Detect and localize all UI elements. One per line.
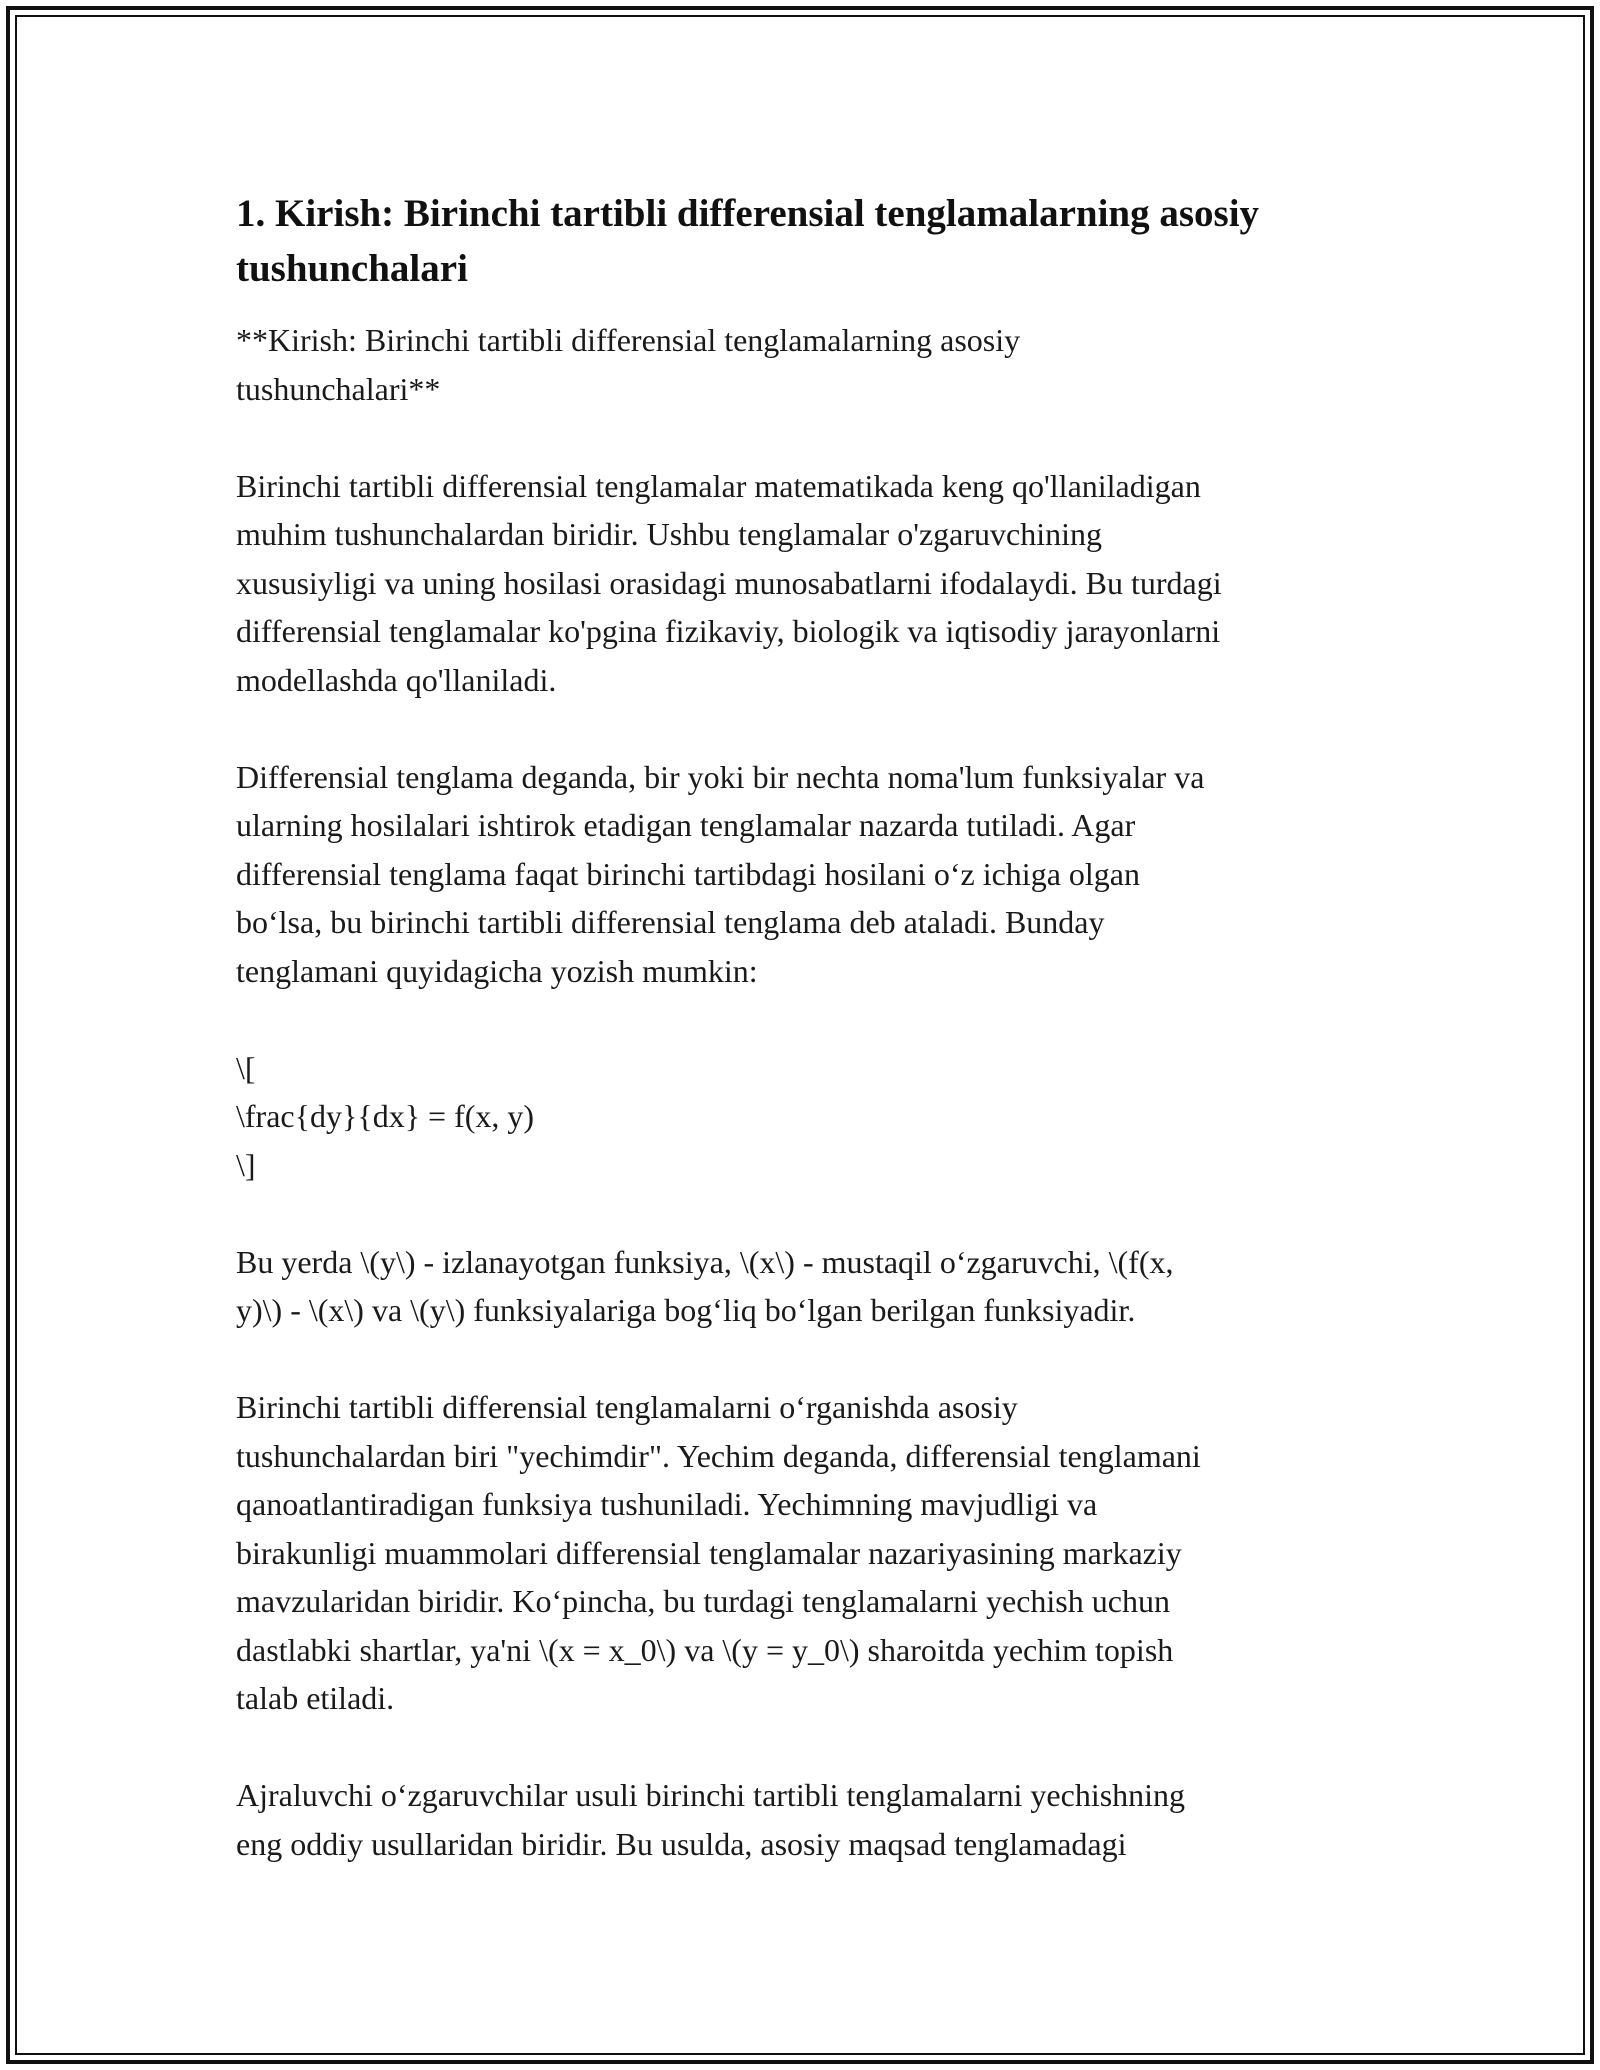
document-page <box>236 186 1376 1868</box>
intro-bold-title-paragraph: **Kirish: Birinchi tartibli differensial tenglamalarning asosiy tushunchalari** <box>236 322 1021 407</box>
separable-variables-paragraph: Ajraluvchi o‘zgaruvchilar usuli birinchi tartibli tenglamalarni yechishning eng oddiy usullaridan biridir. Bu usulda, asosiy maqsad tenglamadagi <box>236 1777 1186 1862</box>
definition-paragraph: Differensial tenglama deganda, bir yoki bir nechta noma'lum funksiyalar va ularning hosilalari ishtirok etadigan tenglamalar nazarda tutiladi. Agar differensial tenglama faqat birinchi tartibdagi hosilani o‘z ichiga olgan bo‘lsa, bu birinchi tartibli differensial tenglama deb ataladi. Bunday tenglamani quyidagicha yozish mumkin: <box>236 758 1205 989</box>
variables-explanation-paragraph: Bu yerda \(y\) - izlanayotgan funksiya, \(x\) - mustaqil o‘zgaruvchi, \(f(x, y)\) - \(x\) va \(y\) funksiyalariga bog‘liq bo‘lgan berilgan funksiyadir. <box>236 1243 1174 1328</box>
overview-paragraph: Birinchi tartibli differensial tenglamalar matematikada keng qo'llaniladigan muhim tushunchalardan biridir. Ushbu tenglamalar o'zgaruvchining xususiyligi va uning hosilasi orasidagi munosabatlarni ifodalaydi. Bu turdagi differensial tenglamalar ko'pgina fizikaviy, biologik va iqtisodiy jarayonlarni modellashda qo'llaniladi. <box>236 467 1222 698</box>
section-heading: 1. Kirish: Birinchi tartibli differensial tenglamalarning asosiy tushunchalari <box>236 192 1260 290</box>
solution-paragraph: Birinchi tartibli differensial tenglamalarni o‘rganishda asosiy tushunchalardan biri "yechimdir". Yechim deganda, differensial tenglamani qanoatlantiradigan funksiya tushuniladi. Yechimning mavjudligi va birakunligi muammolari differensial tenglamalar nazariyasining markaziy mavzularidan biridir. Ko‘pincha, bu turdagi tenglamalarni yechish uchun dastlabki shartlar, ya'ni \(x = x_0\) va \(y = y_0\) sharoitda yechim topish talab etiladi. <box>236 1389 1201 1716</box>
equation-block: \[ \frac{dy}{dx} = f(x, y) \] <box>236 1049 535 1183</box>
